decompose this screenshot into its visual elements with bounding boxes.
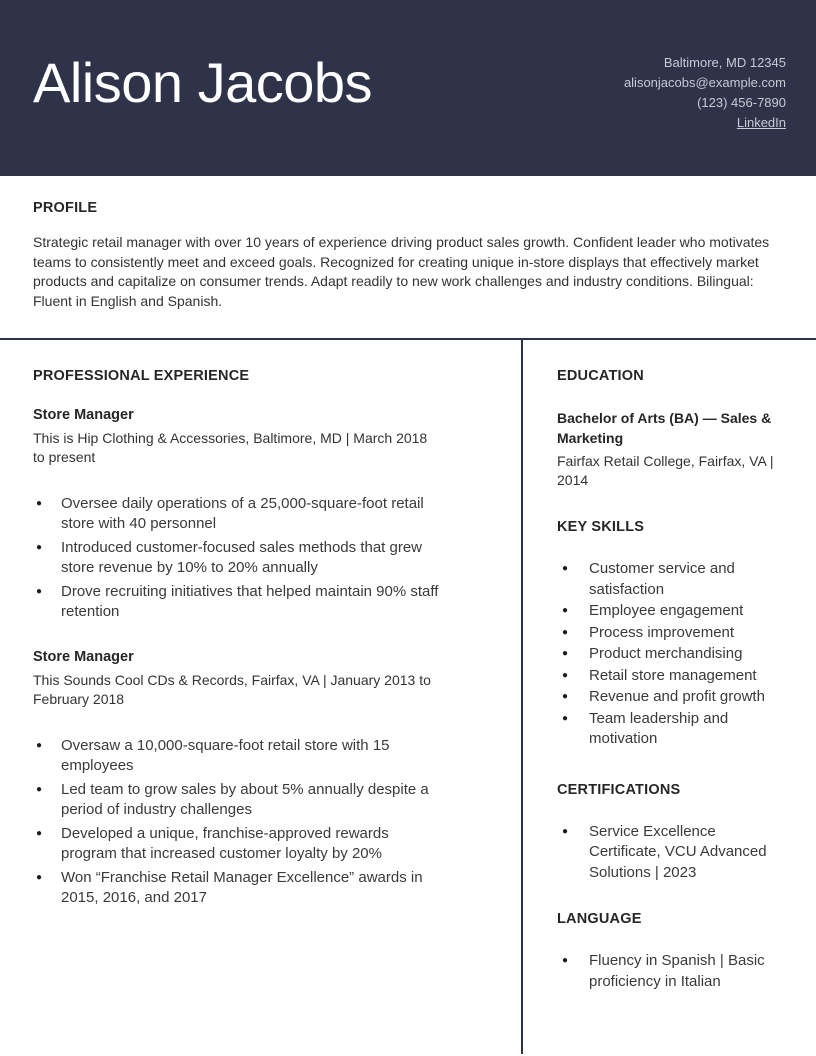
certification-item: ● Service Excellence Certificate, VCU Advanced Solutions | 2023 <box>557 822 787 884</box>
skill-item: ● Process improvement <box>557 623 787 644</box>
job-bullet: ● Introduced customer-focused sales methods that grew store revenue by 10% to 20% annually <box>33 538 441 578</box>
job-bullet: ● Won “Franchise Retail Manager Excellence” awards in 2015, 2016, and 2017 <box>33 868 441 908</box>
job-bullet-list <box>33 736 441 908</box>
job-bullet: ● Drove recruiting initiatives that helped maintain 90% staff retention <box>33 582 441 622</box>
experience-section <box>33 368 441 912</box>
experience-heading: PROFESSIONAL EXPERIENCE <box>33 368 250 384</box>
job-title: Store Manager <box>33 649 134 665</box>
education-heading: EDUCATION <box>557 368 644 384</box>
job-entry <box>33 406 441 622</box>
job-bullet: ● Oversee daily operations of a 25,000-square-foot retail store with 40 personnel <box>33 494 441 534</box>
skill-item: ● Retail store management <box>557 666 787 687</box>
horizontal-divider <box>0 338 816 340</box>
job-entry <box>33 648 441 908</box>
linkedin-link[interactable]: LinkedIn <box>736 115 786 130</box>
language-list <box>557 951 795 992</box>
language-item: ● Fluency in Spanish | Basic proficiency in Italian <box>557 951 787 992</box>
skill-item: ● Customer service and satisfaction <box>557 559 787 600</box>
column-divider <box>521 340 523 1054</box>
job-meta: This is Hip Clothing & Accessories, Baltimore, MD | March 2018 to present <box>33 430 428 465</box>
language-heading: LANGUAGE <box>557 911 642 927</box>
job-meta: This Sounds Cool CDs & Records, Fairfax, VA | January 2013 to February 2018 <box>33 672 431 707</box>
sidebar-column <box>557 368 795 993</box>
skill-item: ● Team leadership and motivation <box>557 709 787 750</box>
education-degree: Bachelor of Arts (BA) — Sales & Marketing <box>557 410 772 446</box>
contact-email: alisonjacobs@example.com <box>623 75 786 90</box>
header-banner <box>0 0 816 176</box>
certifications-list <box>557 822 795 884</box>
job-bullet: ● Led team to grow sales by about 5% annually despite a period of industry challenges <box>33 780 441 820</box>
skill-item: ● Product merchandising <box>557 644 787 665</box>
certifications-heading: CERTIFICATIONS <box>557 781 681 798</box>
education-school: Fairfax Retail College, Fairfax, VA | 2014 <box>557 453 774 488</box>
profile-text: Strategic retail manager with over 10 years of experience driving product sales growth. Confident leader who motivates teams to consistently meet and exceed goals. Recognized for creating unique in-store displays that effectively market products and capitalize on consumer trends. Adapt readily to new work challenges and industry conditions. Bilingual: Fluent in English and Spanish. <box>33 234 770 309</box>
profile-section <box>33 200 783 311</box>
job-bullet: ● Developed a unique, franchise-approved rewards program that increased customer loyalty by 20% <box>33 824 441 864</box>
job-bullet: ● Oversaw a 10,000-square-foot retail store with 15 employees <box>33 736 441 776</box>
skill-item: ● Revenue and profit growth <box>557 687 787 708</box>
key-skills-list <box>557 559 795 750</box>
candidate-name: Alison Jacobs <box>33 51 373 114</box>
key-skills-heading: KEY SKILLS <box>557 519 645 535</box>
skill-item: ● Employee engagement <box>557 601 787 622</box>
contact-block <box>624 53 786 133</box>
profile-heading: PROFILE <box>33 200 98 216</box>
job-title: Store Manager <box>33 407 134 423</box>
contact-location: Baltimore, MD 12345 <box>663 55 786 70</box>
contact-phone: (123) 456-7890 <box>697 95 786 110</box>
job-bullet-list <box>33 494 441 622</box>
